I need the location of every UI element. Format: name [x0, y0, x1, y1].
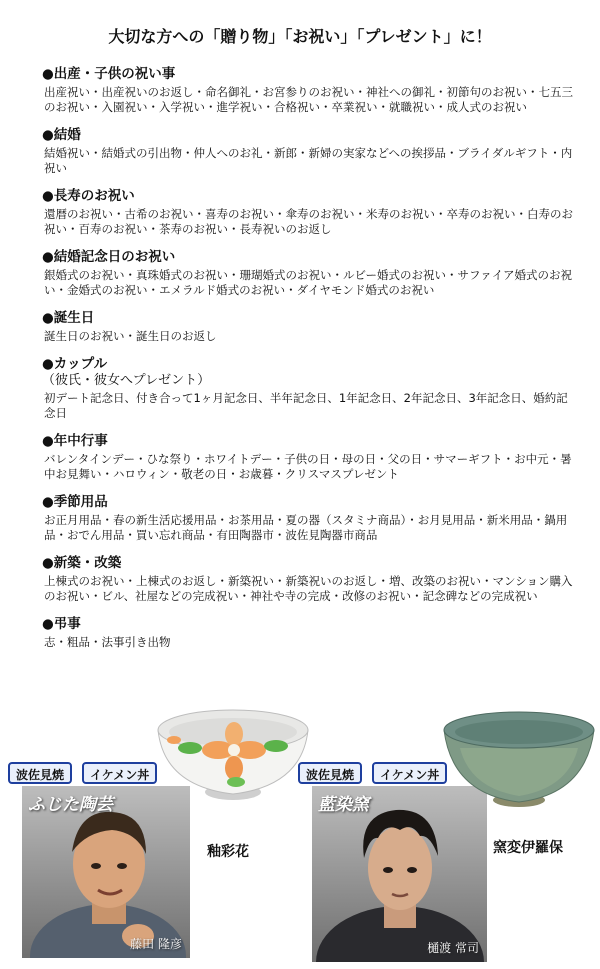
section-body: お正月用品・春の新生活応援用品・お茶用品・夏の器（スタミナ商品）・お月見用品・新米用品・鍋用品・おでん用品・買い忘れ商品・有田陶器市・波佐見陶器市商品	[44, 513, 568, 542]
section-annual-events	[42, 433, 577, 482]
section-body: 出産祝い・出産祝いのお返し・命名御礼・お宮参りのお祝い・神社への御礼・初節句のお祝い・七五三のお祝い・入園祝い・入学祝い・進学祝い・合格祝い・卒業祝い・就職祝い・成人式のお祝い	[44, 85, 573, 114]
section-birthday	[42, 310, 577, 344]
section-heading: ●誕生日	[42, 310, 95, 326]
section-heading: ●新築・改築	[42, 555, 122, 571]
section-heading: ●カップル	[42, 356, 108, 372]
section-body: 上棟式のお祝い・上棟式のお返し・新築祝い・新築祝いのお返し・増、改築のお祝い・マンション購入のお祝い・ビル、社屋などの完成祝い・神社や寺の完成・改修のお祝い・記念碑などの完成祝い	[44, 574, 573, 603]
section-subheading: （彼氏・彼女へプレゼント）	[42, 373, 211, 388]
section-heading: ●年中行事	[42, 433, 108, 449]
ikemen-bowl-badge: イケメン丼	[82, 762, 157, 784]
section-couple	[42, 356, 577, 421]
section-longevity	[42, 188, 577, 237]
section-heading: ●出産・子供の祝い事	[42, 66, 176, 82]
hasami-ware-badge: 波佐見焼	[298, 762, 362, 784]
section-body: 結婚祝い・結婚式の引出物・仲人へのお礼・新郎・新婦の実家などへの挨拶品・ブライダルギフト・内祝い	[44, 146, 573, 175]
page-title: 大切な方への「贈り物」「お祝い」「プレゼント」に！	[108, 27, 492, 46]
section-body: バレンタインデー・ひな祭り・ホワイトデー・子供の日・母の日・父の日・サマーギフト・お中元・暑中お見舞い・ハロウィン・敬老の日・お歳暮・クリスマスプレゼント	[44, 452, 572, 481]
section-heading: ●長寿のお祝い	[42, 188, 135, 204]
section-heading: ●結婚記念日のお祝い	[42, 249, 176, 265]
occasion-list	[42, 66, 577, 662]
section-body: 誕生日のお祝い・誕生日のお返し	[44, 329, 217, 343]
section-new-building	[42, 555, 577, 604]
section-heading: ●季節用品	[42, 494, 108, 510]
celadon-bowl-icon	[440, 708, 598, 808]
artisan-photo-hiwatashi	[312, 786, 487, 962]
brand-name: 藍染窯	[318, 795, 369, 815]
flower-bowl-icon	[154, 706, 312, 802]
section-anniversary	[42, 249, 577, 298]
product-name: 釉彩花	[207, 844, 249, 860]
ikemen-bowl-badge: イケメン丼	[372, 762, 447, 784]
artisan-name: 藤田 隆彦	[130, 937, 182, 951]
section-heading: ●弔事	[42, 616, 81, 632]
section-body: 志・粗品・法事引き出物	[44, 635, 171, 649]
hasami-ware-badge: 波佐見焼	[8, 762, 72, 784]
section-body: 初デート記念日、付き合って1ヶ月記念日、半年記念日、1年記念日、2年記念日、3年記念日、婚約記念日	[44, 391, 568, 420]
artisan-name: 樋渡 常司	[427, 941, 479, 955]
section-heading: ●結婚	[42, 127, 81, 143]
artisan-photo-fujita	[22, 786, 190, 958]
section-body: 還暦のお祝い・古希のお祝い・喜寿のお祝い・傘寿のお祝い・米寿のお祝い・卒寿のお祝い・白寿のお祝い・百寿のお祝い・茶寿のお祝い・長寿祝いのお返し	[44, 207, 573, 236]
section-wedding	[42, 127, 577, 176]
section-condolence	[42, 616, 577, 650]
brand-name: ふじた陶芸	[28, 795, 113, 815]
section-seasonal	[42, 494, 577, 543]
section-birth	[42, 66, 577, 115]
product-showcase	[0, 700, 600, 969]
section-body: 銀婚式のお祝い・真珠婚式のお祝い・珊瑚婚式のお祝い・ルビー婚式のお祝い・サファイア婚式のお祝い・金婚式のお祝い・エメラルド婚式のお祝い・ダイヤモンド婚式のお祝い	[44, 268, 572, 297]
product-name: 窯変伊羅保	[493, 840, 563, 856]
